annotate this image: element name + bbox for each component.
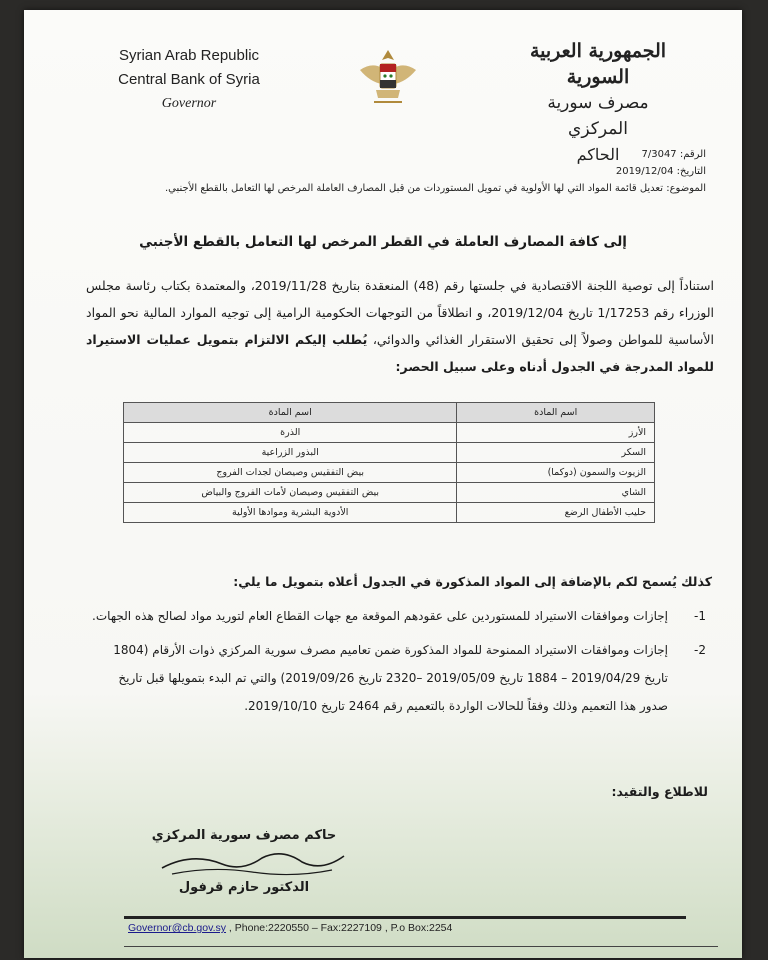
letterhead-office: Governor [161,96,217,111]
footer-bottom-rule [124,946,718,947]
table-cell: الأرز [457,423,655,443]
body-request-text: يُطلب إليكم الالتزام بتمويل عمليات الاستيراد للمواد المدرجة في الجدول أدناه وعلى سبيل الحصر: [86,332,714,374]
footer-contact [128,922,452,934]
table-cell: بيض التفقيس وصيصان لجدات الفروج [124,463,457,483]
table-row [124,423,655,443]
letterhead-country: Syrian Arab Republic [118,47,260,64]
list-item-number: -1 [694,609,706,623]
letterhead-bank: Central Bank of Syria [118,71,260,88]
body-paragraph [86,272,714,380]
body-paragraph-text: استناداً إلى توصية اللجنة الاقتصادية في جلستها رقم (48) المنعقدة بتاريخ 2019/11/28، والمعتمدة بكتاب رئاسة مجلس الوزراء رقم 1/17253 تاريخ 2019/12/04، و انطلاقاً من التوجهات الحكومية الرامية إلى توجيه الموارد المالية نحو المواد الأساسية للمواطن وصولاً إلى تحقيق الاستقرار الغذائي والدوائي، [86,278,714,347]
table-cell: الأدوية البشرية وموادها الأولية [124,503,457,523]
table-cell: بيض التفقيس وصيصان لأمات الفروج والبياض [124,483,457,503]
addressee-heading: إلى كافة المصارف العاملة في القطر المرخص لها التعامل بالقطع الأجنبي [139,234,627,250]
list-item [88,602,708,630]
eagle-emblem-icon [354,44,422,112]
table-cell: السكر [457,443,655,463]
reference-block [165,146,706,197]
list-item [88,636,708,720]
reference-number: الرقم: 7/3047 [641,149,706,160]
footer-divider [124,916,686,919]
handwritten-signature-icon [152,842,352,882]
table-header-row [124,403,655,423]
table-row [124,483,655,503]
table-cell: الشاي [457,483,655,503]
additional-items-heading: كذلك يُسمح لكم بالإضافة إلى المواد المذكورة في الجدول أعلاه بتمويل ما يلي: [233,574,712,589]
signatory-name: الدكتور حازم قرفول [178,880,310,895]
table-cell: الذرة [124,423,457,443]
letterhead-office-ar: الحاكم [576,145,620,164]
table-cell: البذور الزراعية [124,443,457,463]
signatory-title: حاكم مصرف سورية المركزي [151,828,337,843]
english-letterhead [84,44,294,116]
reference-subject: الموضوع: تعديل قائمة المواد التي لها الأولوية في تمويل المستوردات من قبل المصارف العاملة المرخص لها التعامل بالقطع الأجنبي. [164,183,706,194]
footer-email-link[interactable]: Governor@cb.gov.sy [128,922,227,934]
materials-table [123,402,655,523]
letterhead-bank-ar: مصرف سورية المركزي [547,93,649,139]
table-header-cell: اسم المادة [124,403,457,423]
additional-items-list [88,602,708,726]
table-row [124,503,655,523]
letterhead-country-ar: الجمهورية العربية السورية [529,40,667,88]
reference-date: التاريخ: 2019/12/04 [615,166,706,177]
list-item-text: إجازات وموافقات الاستيراد للمستوردين على عقودهم الموقعة مع جهات القطاع العام لتوريد مواد لصالح هذه الجهات. [92,609,668,623]
letter-page [24,10,742,958]
closing-line: للاطلاع والتقيد: [611,784,708,799]
table-header-cell: اسم المادة [457,403,655,423]
table-row [124,443,655,463]
footer-contact-details: , Phone:2220550 – Fax:2227109 , P.o Box:2254 [226,922,453,934]
list-item-number: -2 [694,643,706,657]
table-cell: حليب الأطفال الرضع [457,503,655,523]
table-cell: الزيوت والسمون (دوكما) [457,463,655,483]
list-item-text: إجازات وموافقات الاستيراد الممنوحة للمواد المذكورة ضمن تعاميم مصرف سورية المركزي ذوات الأرقام (1804 تاريخ 2019/04/29 – 1884 تاريخ 2019/05/09 –2320 تاريخ 2019/09/26) والتي تم البدء بتمويلها قبل تاريخ صدور هذا التعميم وذلك وفقاً للحالات الواردة بالتعميم رقم 2464 تاريخ 2019/10/10. [113,643,668,713]
table-row [124,463,655,483]
